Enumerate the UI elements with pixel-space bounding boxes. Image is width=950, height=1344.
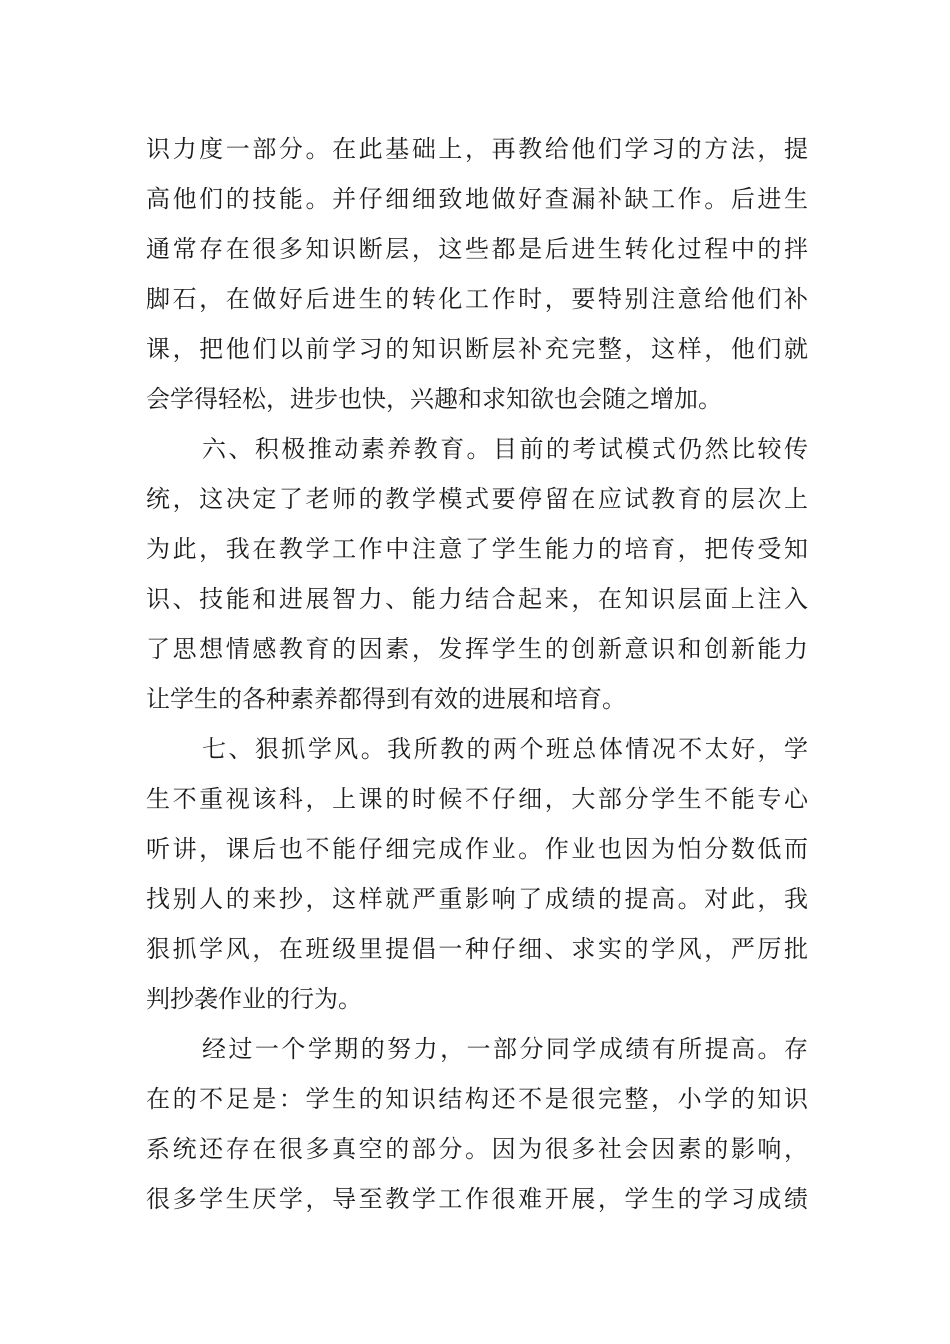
text-line: 听讲，课后也不能仔细完成作业。作业也因为怕分数低而 — [146, 835, 808, 863]
text-line: 系统还存在很多真空的部分。因为很多社会因素的影响， — [146, 1135, 808, 1163]
paragraph-first-line: 七、狠抓学风。我所教的两个班总体情况不太好，学 — [202, 735, 808, 763]
text-line: 识、技能和进展智力、能力结合起来，在知识层面上注入 — [146, 585, 808, 613]
text-line: 生不重视该科，上课的时候不仔细，大部分学生不能专心 — [146, 785, 808, 813]
text-line: 识力度一部分。在此基础上，再教给他们学习的方法，提 — [146, 135, 808, 163]
text-line: 找别人的来抄，这样就严重影响了成绩的提高。对此，我 — [146, 885, 808, 913]
paragraph-first-line: 经过一个学期的努力，一部分同学成绩有所提高。存 — [202, 1035, 808, 1063]
text-line: 了思想情感教育的因素，发挥学生的创新意识和创新能力 — [146, 635, 808, 663]
text-line: 在的不足是：学生的知识结构还不是很完整，小学的知识 — [146, 1085, 808, 1113]
text-line: 很多学生厌学，导至教学工作很难开展，学生的学习成绩 — [146, 1185, 808, 1213]
text-line: 通常存在很多知识断层，这些都是后进生转化过程中的拌 — [146, 235, 808, 263]
text-line: 为此，我在教学工作中注意了学生能力的培育，把传受知 — [146, 535, 808, 563]
text-line: 课，把他们以前学习的知识断层补充完整，这样，他们就 — [146, 335, 808, 363]
document-body — [146, 124, 808, 1224]
text-line: 会学得轻松，进步也快，兴趣和求知欲也会随之增加。 — [146, 385, 722, 413]
text-line: 狠抓学风，在班级里提倡一种仔细、求实的学风，严厉批 — [146, 935, 808, 963]
text-line: 脚石，在做好后进生的转化工作时，要特别注意给他们补 — [146, 285, 808, 313]
text-line: 统，这决定了老师的教学模式要停留在应试教育的层次上 — [146, 485, 808, 513]
paragraph-first-line: 六、积极推动素养教育。目前的考试模式仍然比较传 — [202, 435, 808, 463]
text-line: 高他们的技能。并仔细细致地做好查漏补缺工作。后进生 — [146, 185, 808, 213]
text-line: 让学生的各种素养都得到有效的进展和培育。 — [146, 685, 626, 713]
text-line: 判抄袭作业的行为。 — [146, 985, 362, 1013]
